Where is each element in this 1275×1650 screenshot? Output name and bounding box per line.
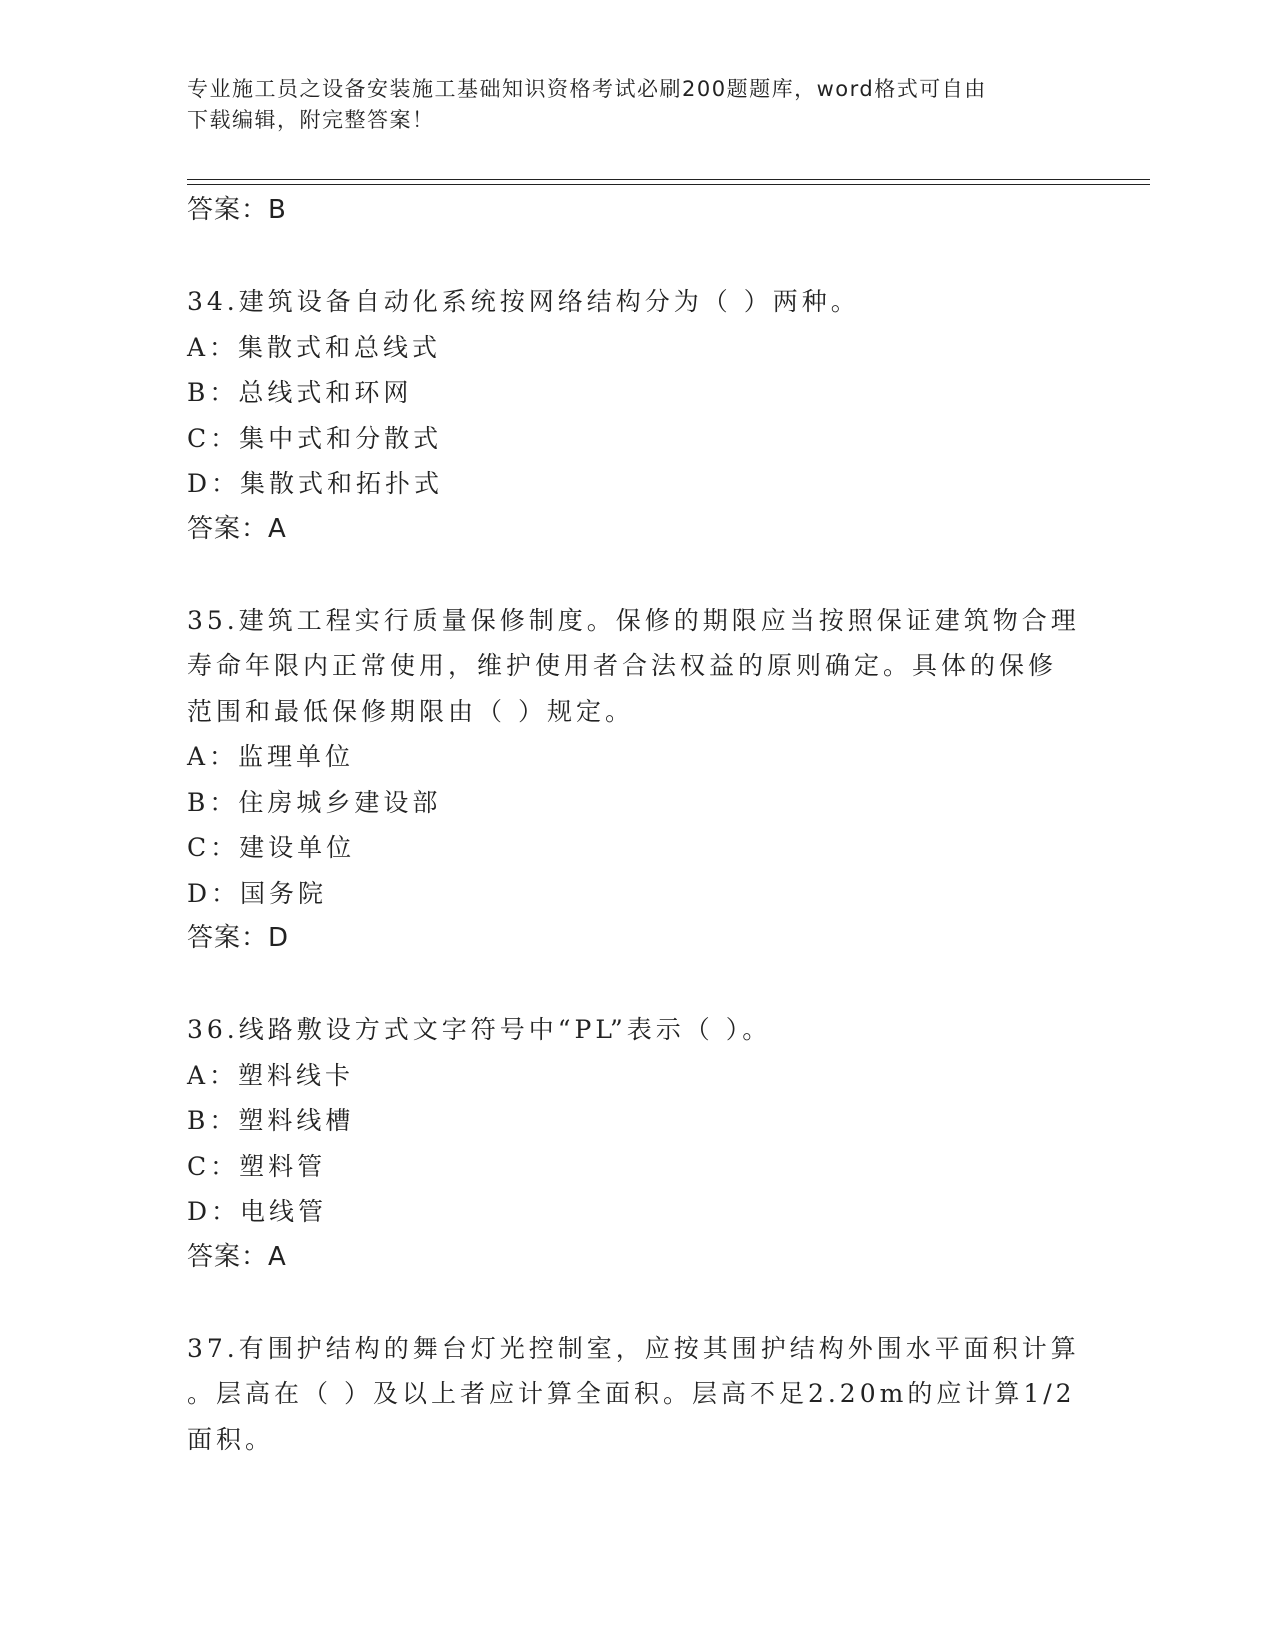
header-line-1: 专业施工员之设备安装施工基础知识资格考试必刷200题题库，word格式可自由 xyxy=(187,77,987,101)
option-d: D：集散式和拓扑式 xyxy=(187,469,444,498)
option-b: B：塑料线槽 xyxy=(187,1106,355,1135)
question-stem-line-3: 范围和最低保修期限由（ ）规定。 xyxy=(187,696,634,726)
option-b: B：总线式和环网 xyxy=(187,378,413,407)
question-stem-line-2: 寿命年限内正常使用，维护使用者合法权益的原则确定。具体的保修 xyxy=(187,651,1058,680)
option-c: C：集中式和分散式 xyxy=(187,423,443,453)
question-34 xyxy=(187,279,1087,552)
option-c: C：建设单位 xyxy=(187,833,356,862)
spacer xyxy=(187,234,1087,280)
option-d: D：电线管 xyxy=(187,1197,328,1226)
option-c: C：塑料管 xyxy=(187,1151,327,1181)
question-37 xyxy=(187,1326,1087,1463)
header-line-2: 下载编辑，附完整答案！ xyxy=(187,108,435,132)
spacer xyxy=(187,1280,1087,1326)
header-divider-bottom xyxy=(187,184,1150,185)
question-stem-line-2: 。层高在（ ）及以上者应计算全面积。层高不足2.20m的应计算1/2 xyxy=(187,1379,1076,1408)
previous-answer: 答案：B xyxy=(187,195,287,225)
question-36 xyxy=(187,1007,1087,1280)
answer-line: 答案：A xyxy=(187,1241,287,1272)
question-stem: 34.建筑设备自动化系统按网络结构分为（ ）两种。 xyxy=(187,287,860,316)
option-a: A：监理单位 xyxy=(187,742,355,771)
question-stem-line-3: 面积。 xyxy=(187,1424,275,1454)
option-d: D：国务院 xyxy=(187,878,328,908)
spacer xyxy=(187,962,1087,1008)
question-list xyxy=(187,188,1087,1462)
document-header xyxy=(187,74,1067,136)
question-stem: 36.线路敷设方式文字符号中“PL”表示（ ）。 xyxy=(187,1015,772,1044)
spacer xyxy=(187,552,1087,598)
answer-line: 答案：D xyxy=(187,923,290,953)
answer-line: 答案：A xyxy=(187,513,287,544)
question-35 xyxy=(187,598,1087,962)
option-a: A：集散式和总线式 xyxy=(187,332,442,362)
question-stem-line-1: 35.建筑工程实行质量保修制度。保修的期限应当按照保证建筑物合理 xyxy=(187,605,1080,635)
question-stem-line-1: 37.有围护结构的舞台灯光控制室，应按其围护结构外围水平面积计算 xyxy=(187,1333,1080,1363)
option-a: A：塑料线卡 xyxy=(187,1060,355,1090)
option-b: B：住房城乡建设部 xyxy=(187,787,442,817)
header-divider-top xyxy=(187,179,1150,180)
